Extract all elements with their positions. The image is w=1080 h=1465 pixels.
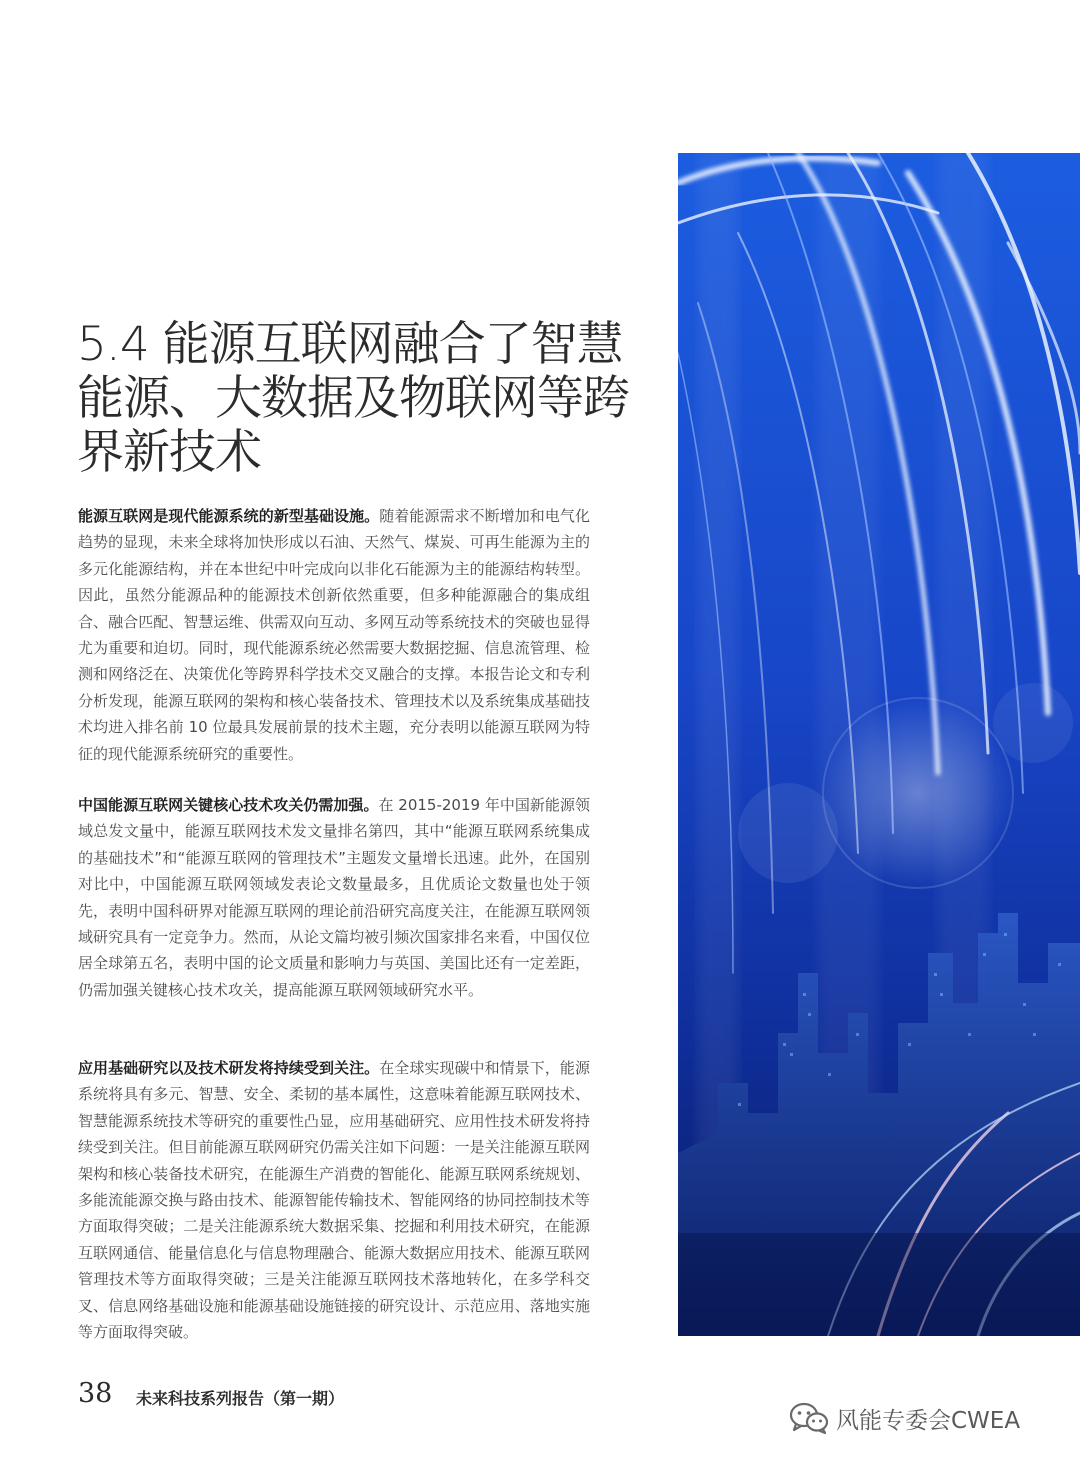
title-line-3: 界新技术 <box>77 425 261 480</box>
page-title <box>77 317 629 480</box>
paragraph-2 <box>78 792 590 1003</box>
paragraph-lead: 中国能源互联网关键核心技术攻关仍需加强。 <box>78 796 379 814</box>
paragraph-lead: 能源互联网是现代能源系统的新型基础设施。 <box>78 507 380 525</box>
wechat-icon <box>788 1401 830 1435</box>
page-number: 38 <box>78 1378 113 1409</box>
paragraph-1 <box>78 503 590 767</box>
title-line-1: 5.4 能源互联网融合了智慧 <box>77 317 623 372</box>
title-line-2: 能源、大数据及物联网等跨 <box>77 371 629 426</box>
paragraph-body: 在全球实现碳中和情景下，能源系统将具有多元、智慧、安全、柔韧的基本属性，这意味着能源互联网技术、智慧能源系统技术等研究的重要性凸显，应用基础研究、应用性技术研发将持续受到关注。但目前能源互联网研究仍需关注如下问题：一是关注能源互联网架构和核心装备技术研究，在能源生产消费的智能化、能源互联网系统规划、多能流能源交换与路由技术、能源智能传输技术、智能网络的协同控制技术等方面取得突破；二是关注能源系统大数据采集、挖掘和利用技术研究，在能源互联网通信、能量信息化与信息物理融合、能源大数据应用技术、能源互联网管理技术等方面取得突破；三是关注能源互联网技术落地转化，在多学科交叉、信息网络基础设施和能源基础设施链接的研究设计、示范应用、落地实施等方面取得突破。 <box>78 1059 590 1342</box>
paragraph-body: 随着能源需求不断增加和电气化趋势的显现，未来全球将加快形成以石油、天然气、煤炭、可再生能源为主的多元化能源结构，并在本世纪中叶完成向以非化石能源为主的能源结构转型。因此，虽然分能源品种的能源技术创新依然重要，但多种能源融合的集成组合、融合匹配、智慧运维、供需双向互动、多网互动等系统技术的突破也显得尤为重要和迫切。同时，现代能源系统必然需要大数据挖掘、信息流管理、检测和网络泛在、决策优化等跨界科学技术交叉融合的支撑。本报告论文和专利分析发现，能源互联网的架构和核心装备技术、管理技术以及系统集成基础技术均进入排名前 10 位最具发展前景的技术主题，充分表明以能源互联网为特征的现代能源系统研究的重要性。 <box>78 507 590 763</box>
paragraph-3 <box>78 1055 590 1345</box>
paragraph-body: 在 2015-2019 年中国新能源领域总发文量中，能源互联网技术发文量排名第四，其中“能源互联网系统集成的基础技术”和“能源互联网的管理技术”主题发文量增长迅速。此外，在国别对比中，中国能源互联网领域发表论文数量最多，且优质论文数量也处于领先，表明中国科研界对能源互联网的理论前沿研究高度关注，在能源互联网领域研究具有一定竞争力。然而，从论文篇均被引频次国家排名来看，中国仅位居全球第五名，表明中国的论文质量和影响力与英国、美国比还有一定差距，仍需加强关键核心技术攻关，提高能源互联网领域研究水平。 <box>78 796 590 999</box>
report-title: 未来科技系列报告（第一期） <box>136 1389 345 1408</box>
paragraph-lead: 应用基础研究以及技术研发将持续受到关注。 <box>78 1059 380 1077</box>
city-light-trails-image <box>678 153 1080 1336</box>
watermark <box>788 1400 1020 1436</box>
watermark-text: 风能专委会CWEA <box>836 1407 1021 1434</box>
